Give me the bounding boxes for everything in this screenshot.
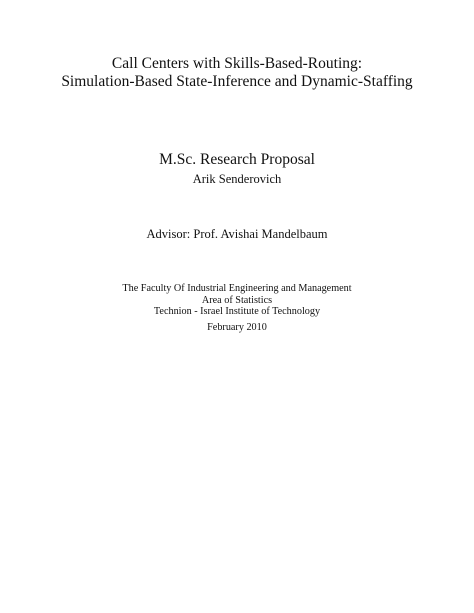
author-name: Arik Senderovich (192, 172, 282, 186)
area-name: Area of Statistics (201, 295, 273, 306)
document-date: February 2010 (207, 322, 267, 333)
document-title-line-1: Call Centers with Skills-Based-Routing: (111, 55, 363, 72)
faculty-name: The Faculty Of Industrial Engineering and Management (122, 283, 352, 294)
proposal-type: M.Sc. Research Proposal (159, 151, 315, 168)
advisor-line: Advisor: Prof. Avishai Mandelbaum (146, 227, 328, 241)
university-name: Technion - Israel Institute of Technology (153, 306, 321, 317)
document-title-line-2: Simulation-Based State-Inference and Dynamic-Staffing (61, 73, 413, 90)
